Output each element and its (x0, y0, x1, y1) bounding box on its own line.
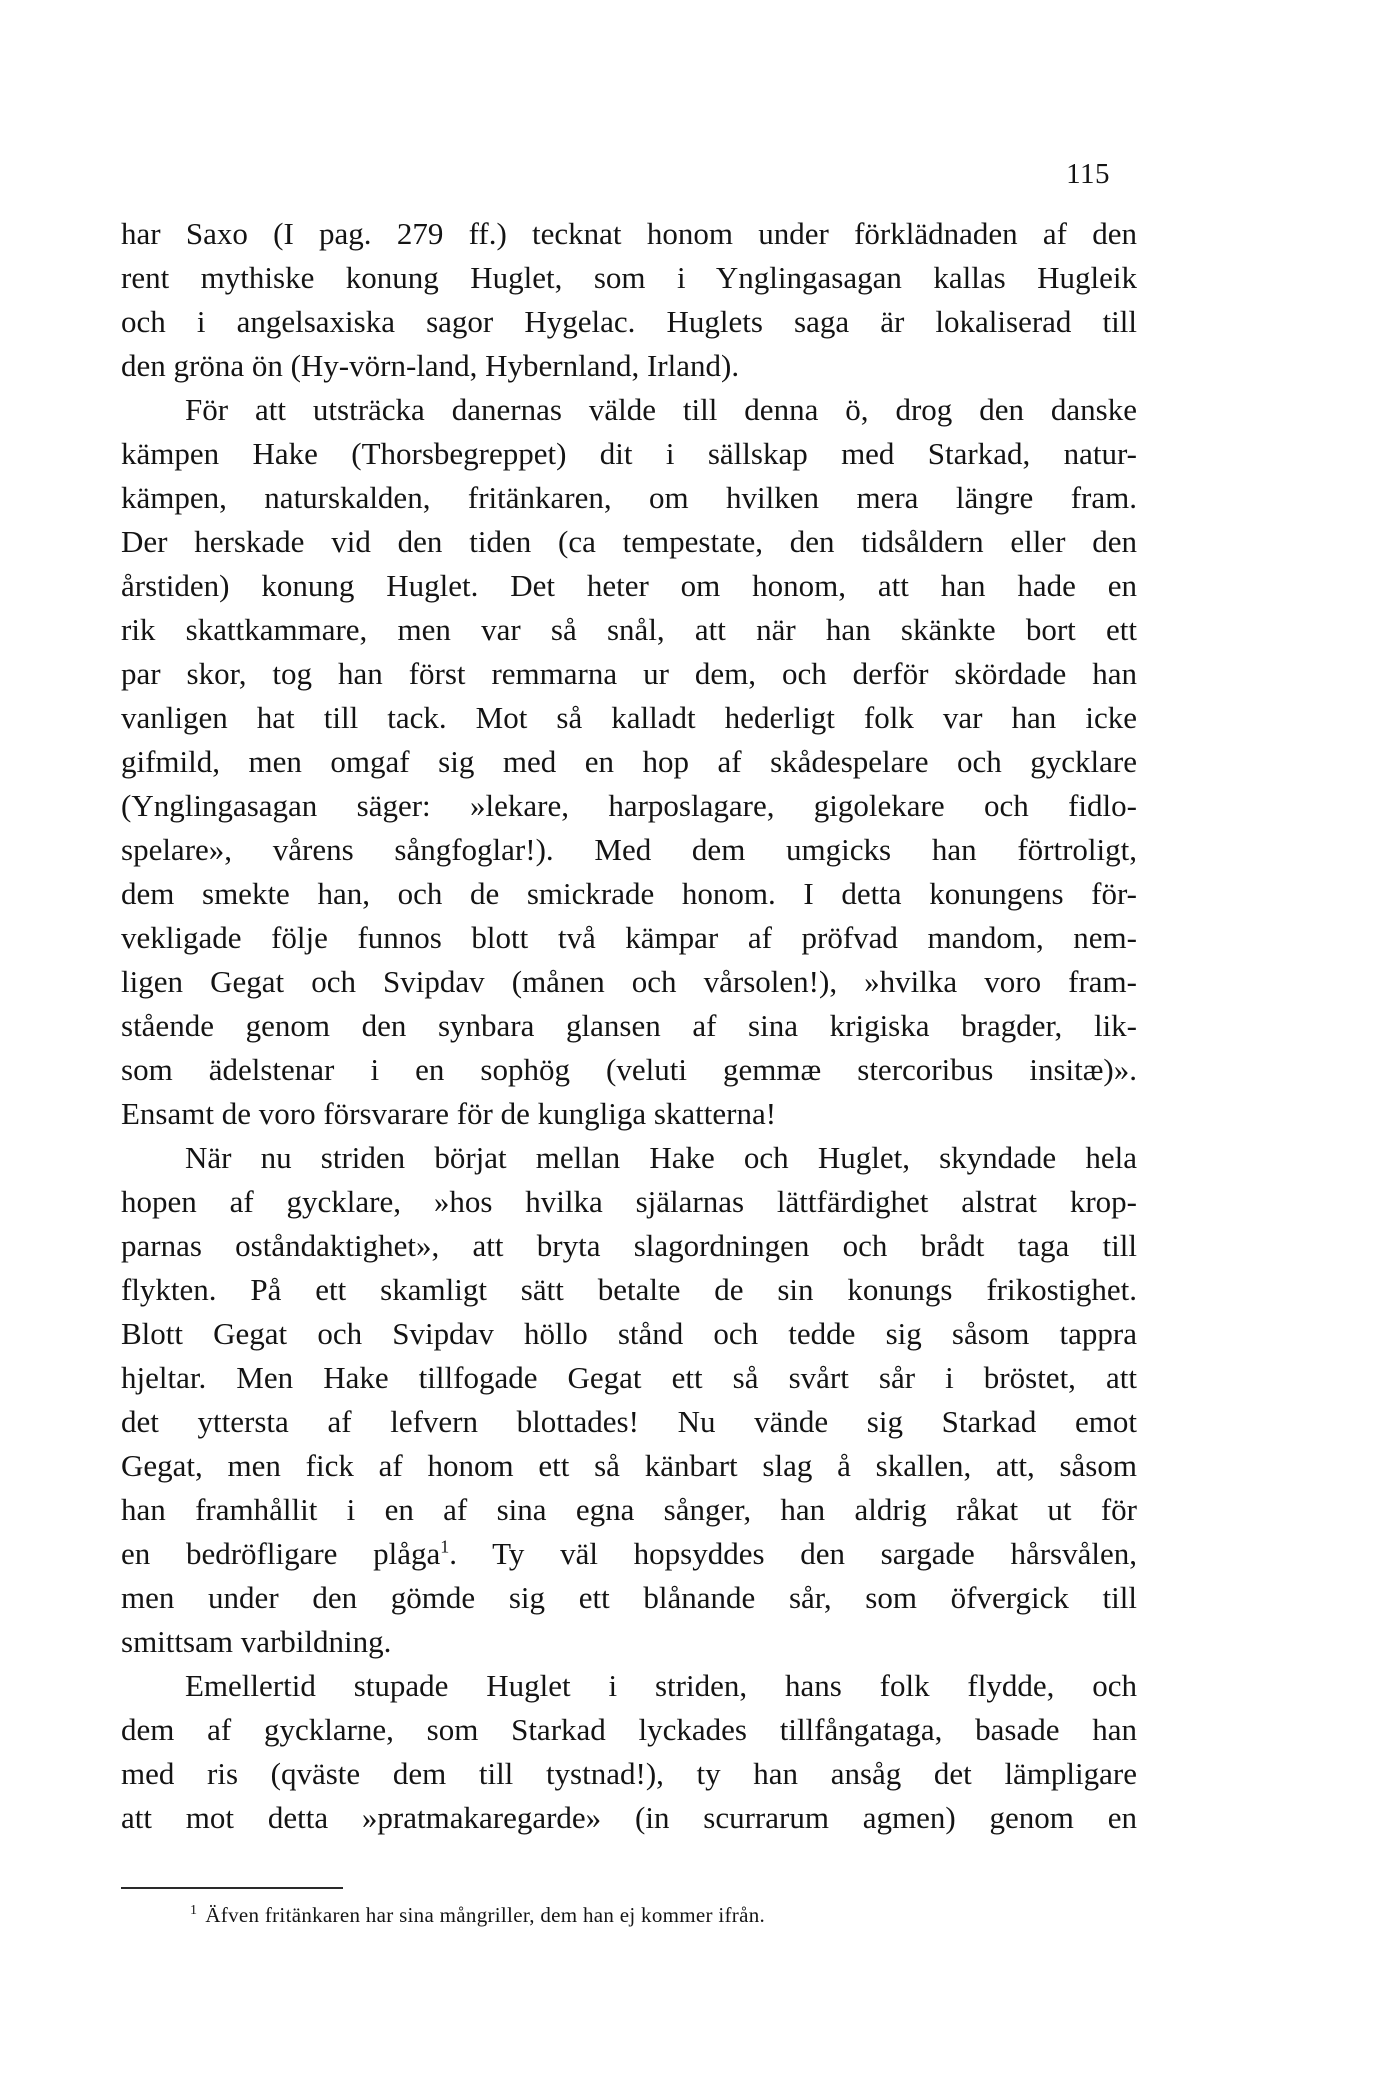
text-line: dem af gycklarne, som Starkad lyckades tillfångataga, basade han (121, 1712, 1137, 1747)
footnote-divider (121, 1887, 343, 1889)
text-line: (Ynglingasagan säger: »lekare, harposlagare, gigolekare och fidlo- (121, 788, 1137, 823)
text-line: vekligade följe funnos blott två kämpar af pröfvad mandom, nem- (121, 920, 1137, 955)
text-span: en bedröfligare plåga (121, 1536, 441, 1571)
text-line: Blott Gegat och Svipdav höllo stånd och tedde sig såsom tappra (121, 1316, 1137, 1351)
footnote-text: Äfven fritänkaren har sina mångriller, dem han ej kommer ifrån. (205, 1903, 766, 1927)
text-line: smittsam varbildning. (121, 1624, 392, 1659)
text-line: ligen Gegat och Svipdav (månen och vårsolen!), »hvilka voro fram- (121, 964, 1137, 999)
text-line: dem smekte han, och de smickrade honom. I detta konungens för- (121, 876, 1137, 911)
text-line: kämpen, naturskalden, fritänkaren, om hvilken mera längre fram. (121, 480, 1137, 515)
text-line: När nu striden börjat mellan Hake och Huglet, skyndade hela (185, 1140, 1137, 1175)
text-line: gifmild, men omgaf sig med en hop af skådespelare och gycklare (121, 744, 1137, 779)
text-line: Emellertid stupade Huglet i striden, hans folk flydde, och (185, 1668, 1137, 1703)
footnote-reference: 1 (440, 1536, 450, 1557)
text-line: årstiden) konung Huglet. Det heter om honom, att han hade en (121, 568, 1137, 603)
text-line: den gröna ön (Hy-vörn-land, Hybernland, Irland). (121, 348, 740, 383)
text-line: För att utsträcka danernas välde till denna ö, drog den danske (185, 392, 1137, 427)
footnote (190, 1898, 765, 1928)
text-line: det yttersta af lefvern blottades! Nu vände sig Starkad emot (121, 1404, 1137, 1439)
text-line: rik skattkammare, men var så snål, att när han skänkte bort ett (121, 612, 1137, 647)
page-number: 115 (1066, 158, 1110, 190)
text-line: har Saxo (I pag. 279 ff.) tecknat honom under förklädnaden af den (121, 216, 1137, 251)
text-line: rent mythiske konung Huglet, som i Ynglingasagan kallas Hugleik (121, 260, 1137, 295)
text-line: men under den gömde sig ett blånande sår, som öfvergick till (121, 1580, 1137, 1615)
text-line-with-footnote-ref (121, 1532, 1137, 1576)
text-line: spelare», vårens sångfoglar!). Med dem umgicks han förtroligt, (121, 832, 1137, 867)
text-line: Der herskade vid den tiden (ca tempestate, den tidsåldern eller den (121, 524, 1137, 559)
text-line: hjeltar. Men Hake tillfogade Gegat ett så svårt sår i bröstet, att (121, 1360, 1137, 1395)
text-line: flykten. På ett skamligt sätt betalte de sin konungs frikostighet. (121, 1272, 1137, 1307)
text-line: parnas oståndaktighet», att bryta slagordningen och brådt taga till (121, 1228, 1137, 1263)
text-line: Gegat, men fick af honom ett så känbart slag å skallen, att, såsom (121, 1448, 1137, 1483)
footnote-marker: 1 (190, 1903, 198, 1918)
text-line: som ädelstenar i en sophög (veluti gemmæ stercoribus insitæ)». (121, 1052, 1137, 1087)
text-line: att mot detta »pratmakaregarde» (in scurrarum agmen) genom en (121, 1800, 1137, 1835)
text-line: han framhållit i en af sina egna sånger, han aldrig råkat ut för (121, 1492, 1137, 1527)
text-line: och i angelsaxiska sagor Hygelac. Huglets saga är lokaliserad till (121, 304, 1137, 339)
text-line: med ris (qväste dem till tystnad!), ty han ansåg det lämpligare (121, 1756, 1137, 1791)
text-line: hopen af gycklare, »hos hvilka själarnas lättfärdighet alstrat krop- (121, 1184, 1137, 1219)
body-text (121, 212, 1137, 1840)
text-line: kämpen Hake (Thorsbegreppet) dit i sällskap med Starkad, natur- (121, 436, 1137, 471)
text-line: par skor, tog han först remmarna ur dem, och derför skördade han (121, 656, 1137, 691)
text-span: . Ty väl hopsyddes den sargade hårsvålen, (449, 1536, 1137, 1571)
text-line: stående genom den synbara glansen af sina krigiska bragder, lik- (121, 1008, 1137, 1043)
text-line: vanligen hat till tack. Mot så kalladt hederligt folk var han icke (121, 700, 1137, 735)
text-line: Ensamt de voro försvarare för de kungliga skatterna! (121, 1096, 777, 1131)
